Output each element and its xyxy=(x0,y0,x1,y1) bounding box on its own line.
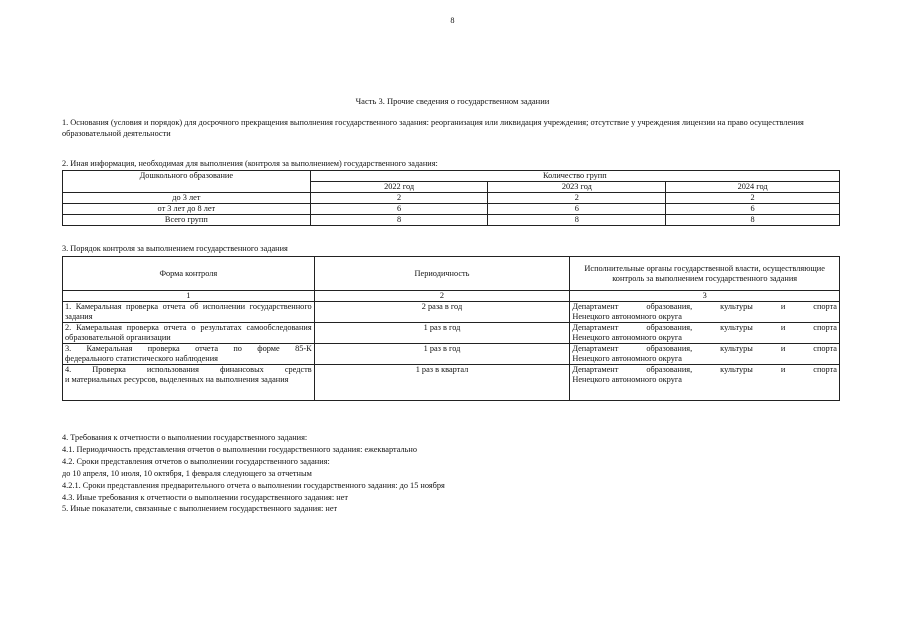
reporting-requirements xyxy=(62,432,445,515)
year-header: 2024 год xyxy=(666,182,840,193)
control-authority: Департамент образования, культуры и спорта xyxy=(572,344,837,353)
control-form: 4. Проверка использования финансовых средств xyxy=(65,365,312,374)
part-title: Часть 3. Прочие сведения о государственном задании xyxy=(355,96,550,106)
control-authority-cont: Ненецкого автономного округа xyxy=(572,375,682,384)
cell-value: 2 xyxy=(666,193,840,204)
row-label: до 3 лет xyxy=(63,193,311,204)
row-label: от 3 лет до 8 лет xyxy=(63,204,311,215)
control-period: 2 раза в год xyxy=(314,302,570,323)
groups-table xyxy=(62,170,840,226)
table-row xyxy=(63,204,840,215)
col-header-groups: Количество групп xyxy=(310,171,839,182)
col-number: 2 xyxy=(314,291,570,302)
control-authority: Департамент образования, культуры и спорта xyxy=(572,365,837,374)
col-number: 3 xyxy=(570,291,840,302)
control-table xyxy=(62,256,840,401)
cell-value: 8 xyxy=(666,215,840,226)
control-period: 1 раз в год xyxy=(314,323,570,344)
cell-value: 6 xyxy=(666,204,840,215)
table-row xyxy=(63,344,840,365)
control-period: 1 раз в год xyxy=(314,344,570,365)
section-2-heading: 2. Иная информация, необходимая для выполнения (контроля за выполнением) государственного задания: xyxy=(62,159,438,168)
section-1-text: 1. Основания (условия и порядок) для досрочного прекращения выполнения государственного задания: реорганизация или ликвидация учреждения; отсутствие у учреждения лицензии на право осуществления образовательной деятельности xyxy=(62,118,804,138)
row-label: Всего групп xyxy=(63,215,311,226)
cell-value: 6 xyxy=(488,204,666,215)
control-form: 3. Камеральная проверка отчета по форме 85-К xyxy=(65,344,312,353)
col-header-authority: Исполнительные органы государственной власти, осуществляющие контроль за выполнением государственного задания xyxy=(570,257,840,291)
control-form-cont: образовательной организации xyxy=(65,333,171,342)
control-authority: Департамент образования, культуры и спорта xyxy=(572,302,837,311)
col-number: 1 xyxy=(63,291,315,302)
control-authority-cont: Ненецкого автономного округа xyxy=(572,333,682,342)
control-authority-cont: Ненецкого автономного округа xyxy=(572,312,682,321)
col-header-period: Периодичность xyxy=(314,257,570,291)
page-number: 8 xyxy=(450,16,455,25)
cell-value: 8 xyxy=(310,215,488,226)
col-header-education: Дошкольного образование xyxy=(63,171,311,193)
control-form-cont: и материальных ресурсов, выделенных на выполнения задания xyxy=(65,375,289,384)
table-row xyxy=(63,302,840,323)
requirement-line: 4.3. Иные требования к отчетности о выполнении государственного задания: нет xyxy=(62,492,348,502)
table-row xyxy=(63,215,840,226)
table-row xyxy=(63,193,840,204)
cell-value: 2 xyxy=(488,193,666,204)
cell-value: 6 xyxy=(310,204,488,215)
cell-value: 8 xyxy=(488,215,666,226)
control-form: 1. Камеральная проверка отчета об исполнении государственного xyxy=(65,302,312,311)
requirement-line: 4.1. Периодичность представления отчетов о выполнении государственного задания: ежеквартально xyxy=(62,444,417,454)
requirement-line: 4.2.1. Сроки представления предварительного отчета о выполнении государственного задания: до 15 ноября xyxy=(62,480,445,490)
section-3-heading: 3. Порядок контроля за выполнением государственного задания xyxy=(62,244,288,253)
control-form-cont: задания xyxy=(65,312,93,321)
requirement-line: 4. Требования к отчетности о выполнении государственного задания: xyxy=(62,433,308,442)
control-authority-cont: Ненецкого автономного округа xyxy=(572,354,682,363)
cell-value: 2 xyxy=(310,193,488,204)
table-row xyxy=(63,365,840,401)
col-header-form: Форма контроля xyxy=(63,257,315,291)
year-header: 2022 год xyxy=(310,182,488,193)
requirement-line: 4.2. Сроки представления отчетов о выполнении государственного задания: xyxy=(62,456,330,466)
year-header: 2023 год xyxy=(488,182,666,193)
control-authority: Департамент образования, культуры и спорта xyxy=(572,323,837,332)
requirement-line: 5. Иные показатели, связанные с выполнением государственного задания: нет xyxy=(62,504,338,514)
requirement-line: до 10 апреля, 10 июля, 10 октября, 1 февраля следующего за отчетным xyxy=(62,468,312,478)
control-period: 1 раз в квартал xyxy=(314,365,570,401)
control-form: 2. Камеральная проверка отчета о результатах самообследования xyxy=(65,323,312,332)
table-row xyxy=(63,323,840,344)
control-form-cont: федерального статистического наблюдения xyxy=(65,354,218,363)
